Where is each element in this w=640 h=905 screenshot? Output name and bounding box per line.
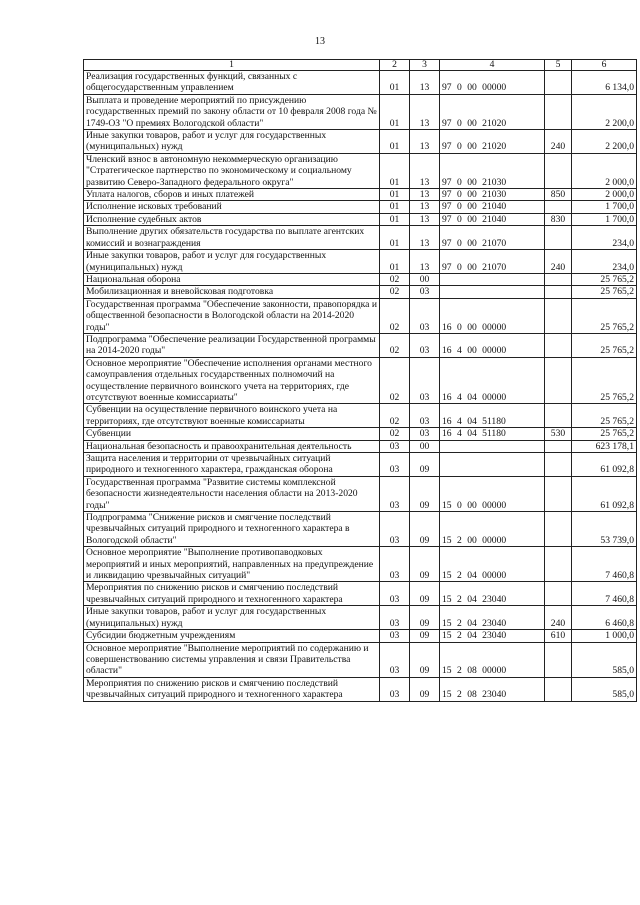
row-section: 01 <box>380 201 410 213</box>
row-expense-type: 830 <box>545 213 572 225</box>
row-expense-type <box>545 357 572 404</box>
row-target-article: 97 0 00 00000 <box>440 71 545 95</box>
row-section: 03 <box>380 453 410 477</box>
row-subsection: 03 <box>410 298 440 333</box>
row-target-article: 15 2 04 23040 <box>440 582 545 606</box>
row-name: Национальная оборона <box>84 273 380 285</box>
row-amount: 623 178,1 <box>572 440 637 452</box>
row-subsection: 13 <box>410 71 440 95</box>
row-amount: 1 000,0 <box>572 630 637 642</box>
row-section: 01 <box>380 213 410 225</box>
row-section: 03 <box>380 476 410 511</box>
row-name: Членский взнос в автономную некоммерческую организацию "Стратегическое партнерство по экономическому и социальному развитию Северо-Западного федерального округа" <box>84 153 380 188</box>
row-name: Подпрограмма "Обеспечение реализации Государственной программы на 2014-2020 годы" <box>84 333 380 357</box>
row-subsection: 03 <box>410 428 440 440</box>
row-target-article: 97 0 00 21040 <box>440 201 545 213</box>
row-section: 02 <box>380 286 410 298</box>
row-target-article: 97 0 00 21070 <box>440 226 545 250</box>
row-section: 03 <box>380 677 410 701</box>
row-section: 01 <box>380 94 410 129</box>
row-subsection: 09 <box>410 582 440 606</box>
row-section: 02 <box>380 333 410 357</box>
row-target-article: 16 4 00 00000 <box>440 333 545 357</box>
table-row <box>84 71 637 95</box>
table-row <box>84 512 637 547</box>
row-expense-type <box>545 582 572 606</box>
row-target-article: 15 0 00 00000 <box>440 476 545 511</box>
row-section: 02 <box>380 404 410 428</box>
row-subsection: 09 <box>410 677 440 701</box>
column-header: 1 <box>84 60 380 71</box>
row-subsection: 09 <box>410 512 440 547</box>
row-expense-type <box>545 547 572 582</box>
row-amount: 7 460,8 <box>572 547 637 582</box>
row-amount: 585,0 <box>572 677 637 701</box>
row-name: Мобилизационная и вневойсковая подготовка <box>84 286 380 298</box>
row-target-article: 97 0 00 21030 <box>440 153 545 188</box>
row-expense-type <box>545 286 572 298</box>
row-amount: 61 092,8 <box>572 476 637 511</box>
table-row <box>84 333 637 357</box>
row-expense-type: 610 <box>545 630 572 642</box>
row-section: 02 <box>380 428 410 440</box>
row-section: 03 <box>380 440 410 452</box>
row-subsection: 13 <box>410 250 440 274</box>
row-name: Основное мероприятие "Выполнение мероприятий по содержанию и совершенствованию системы управления и связи Правительства области" <box>84 642 380 677</box>
row-target-article: 97 0 00 21070 <box>440 250 545 274</box>
row-amount: 25 765,2 <box>572 298 637 333</box>
row-expense-type <box>545 476 572 511</box>
row-target-article <box>440 273 545 285</box>
row-name: Основное мероприятие "Обеспечение исполнения органами местного самоуправления отдельных государственных полномочий на осуществление первичного воинского учета на территориях, где отсутствуют военные комиссариаты" <box>84 357 380 404</box>
table-row <box>84 286 637 298</box>
row-target-article: 16 0 00 00000 <box>440 298 545 333</box>
row-subsection: 13 <box>410 130 440 154</box>
row-amount: 234,0 <box>572 250 637 274</box>
row-target-article: 16 4 04 51180 <box>440 404 545 428</box>
row-name: Защита населения и территории от чрезвычайных ситуаций природного и техногенного характера, гражданская оборона <box>84 453 380 477</box>
row-name: Субвенции <box>84 428 380 440</box>
table-row <box>84 273 637 285</box>
table-row <box>84 642 637 677</box>
column-header: 2 <box>380 60 410 71</box>
row-subsection: 09 <box>410 606 440 630</box>
row-subsection: 13 <box>410 226 440 250</box>
row-subsection: 13 <box>410 94 440 129</box>
table-header-row <box>84 60 637 71</box>
row-name: Исполнение судебных актов <box>84 213 380 225</box>
row-name: Национальная безопасность и правоохранительная деятельность <box>84 440 380 452</box>
row-name: Выплата и проведение мероприятий по присуждению государственных премий по закону области от 10 февраля 2008 года № 1749-ОЗ "О премиях Вологодской области" <box>84 94 380 129</box>
row-subsection: 13 <box>410 201 440 213</box>
row-target-article: 15 2 08 00000 <box>440 642 545 677</box>
row-expense-type <box>545 404 572 428</box>
row-name: Уплата налогов, сборов и иных платежей <box>84 189 380 201</box>
row-amount: 2 200,0 <box>572 130 637 154</box>
row-amount: 7 460,8 <box>572 582 637 606</box>
row-name: Мероприятия по снижению рисков и смягчению последствий чрезвычайных ситуаций природного и техногенного характера <box>84 677 380 701</box>
row-section: 03 <box>380 606 410 630</box>
table-row <box>84 428 637 440</box>
row-expense-type <box>545 226 572 250</box>
row-target-article <box>440 286 545 298</box>
row-target-article: 15 2 04 23040 <box>440 630 545 642</box>
table-row <box>84 153 637 188</box>
row-amount: 25 765,2 <box>572 428 637 440</box>
row-target-article: 15 2 04 00000 <box>440 547 545 582</box>
column-header: 3 <box>410 60 440 71</box>
row-expense-type <box>545 71 572 95</box>
row-section: 03 <box>380 630 410 642</box>
row-target-article: 97 0 00 21040 <box>440 213 545 225</box>
row-name: Исполнение исковых требований <box>84 201 380 213</box>
row-expense-type <box>545 298 572 333</box>
row-section: 01 <box>380 71 410 95</box>
row-target-article: 97 0 00 21030 <box>440 189 545 201</box>
row-expense-type <box>545 333 572 357</box>
row-amount: 2 000,0 <box>572 153 637 188</box>
column-header: 4 <box>440 60 545 71</box>
row-amount: 585,0 <box>572 642 637 677</box>
row-amount: 25 765,2 <box>572 333 637 357</box>
row-name: Государственная программа "Обеспечение законности, правопорядка и общественной безопасности в Вологодской области на 2014-2020 годы" <box>84 298 380 333</box>
row-subsection: 03 <box>410 286 440 298</box>
row-target-article: 97 0 00 21020 <box>440 94 545 129</box>
table-row <box>84 213 637 225</box>
table-row <box>84 357 637 404</box>
page-number: 13 <box>315 36 325 47</box>
column-header: 5 <box>545 60 572 71</box>
row-section: 01 <box>380 153 410 188</box>
row-target-article: 16 4 04 51180 <box>440 428 545 440</box>
row-subsection: 00 <box>410 440 440 452</box>
row-section: 01 <box>380 250 410 274</box>
table-row <box>84 130 637 154</box>
row-target-article: 15 2 00 00000 <box>440 512 545 547</box>
row-expense-type <box>545 201 572 213</box>
row-name: Реализация государственных функций, связанных с общегосударственным управлением <box>84 71 380 95</box>
table-row <box>84 606 637 630</box>
row-subsection: 09 <box>410 642 440 677</box>
row-section: 03 <box>380 547 410 582</box>
row-target-article <box>440 453 545 477</box>
table-row <box>84 677 637 701</box>
row-subsection: 13 <box>410 213 440 225</box>
table-row <box>84 298 637 333</box>
row-amount: 1 700,0 <box>572 213 637 225</box>
row-name: Иные закупки товаров, работ и услуг для государственных (муниципальных) нужд <box>84 130 380 154</box>
row-section: 02 <box>380 273 410 285</box>
row-subsection: 09 <box>410 453 440 477</box>
row-expense-type <box>545 453 572 477</box>
row-subsection: 03 <box>410 333 440 357</box>
row-name: Субсидии бюджетным учреждениям <box>84 630 380 642</box>
row-target-article <box>440 440 545 452</box>
row-section: 01 <box>380 226 410 250</box>
row-amount: 6 134,0 <box>572 71 637 95</box>
table-row <box>84 404 637 428</box>
row-name: Мероприятия по снижению рисков и смягчению последствий чрезвычайных ситуаций природного и техногенного характера <box>84 582 380 606</box>
row-name: Выполнение других обязательств государства по выплате агентских комиссий и вознаграждения <box>84 226 380 250</box>
row-expense-type: 850 <box>545 189 572 201</box>
row-expense-type: 240 <box>545 130 572 154</box>
row-amount: 1 700,0 <box>572 201 637 213</box>
row-expense-type <box>545 94 572 129</box>
table-row <box>84 250 637 274</box>
table-row <box>84 476 637 511</box>
row-amount: 53 739,0 <box>572 512 637 547</box>
row-name: Иные закупки товаров, работ и услуг для государственных (муниципальных) нужд <box>84 606 380 630</box>
row-section: 02 <box>380 298 410 333</box>
row-amount: 2 000,0 <box>572 189 637 201</box>
row-name: Основное мероприятие "Выполнение противопаводковых мероприятий и иных мероприятий, направленных на предупреждение и ликвидацию чрезвычайных ситуаций" <box>84 547 380 582</box>
row-amount: 234,0 <box>572 226 637 250</box>
table-row <box>84 226 637 250</box>
row-expense-type <box>545 440 572 452</box>
row-amount: 2 200,0 <box>572 94 637 129</box>
row-subsection: 03 <box>410 357 440 404</box>
row-expense-type <box>545 512 572 547</box>
row-amount: 25 765,2 <box>572 404 637 428</box>
table-row <box>84 453 637 477</box>
row-expense-type <box>545 153 572 188</box>
row-target-article: 15 2 04 23040 <box>440 606 545 630</box>
row-amount: 25 765,2 <box>572 357 637 404</box>
table-row <box>84 94 637 129</box>
table-row <box>84 630 637 642</box>
row-subsection: 09 <box>410 547 440 582</box>
row-amount: 61 092,8 <box>572 453 637 477</box>
row-section: 03 <box>380 512 410 547</box>
column-header: 6 <box>572 60 637 71</box>
row-expense-type: 240 <box>545 250 572 274</box>
row-section: 02 <box>380 357 410 404</box>
row-name: Подпрограмма "Снижение рисков и смягчение последствий чрезвычайных ситуаций природного и техногенного характера в Вологодской области" <box>84 512 380 547</box>
row-target-article: 15 2 08 23040 <box>440 677 545 701</box>
row-target-article: 97 0 00 21020 <box>440 130 545 154</box>
row-expense-type: 240 <box>545 606 572 630</box>
row-expense-type <box>545 273 572 285</box>
row-expense-type <box>545 677 572 701</box>
row-expense-type <box>545 642 572 677</box>
row-name: Субвенции на осуществление первичного воинского учета на территориях, где отсутствуют военные комиссариаты <box>84 404 380 428</box>
table-row <box>84 547 637 582</box>
row-subsection: 09 <box>410 630 440 642</box>
row-expense-type: 530 <box>545 428 572 440</box>
row-name: Государственная программа "Развитие системы комплексной безопасности жизнедеятельности населения области на 2013-2020 годы" <box>84 476 380 511</box>
row-section: 03 <box>380 582 410 606</box>
row-section: 03 <box>380 642 410 677</box>
row-subsection: 13 <box>410 189 440 201</box>
row-section: 01 <box>380 130 410 154</box>
table-row <box>84 582 637 606</box>
table-row <box>84 440 637 452</box>
row-section: 01 <box>380 189 410 201</box>
row-amount: 25 765,2 <box>572 286 637 298</box>
table-row <box>84 189 637 201</box>
row-amount: 6 460,8 <box>572 606 637 630</box>
row-subsection: 00 <box>410 273 440 285</box>
row-subsection: 03 <box>410 404 440 428</box>
row-amount: 25 765,2 <box>572 273 637 285</box>
row-subsection: 09 <box>410 476 440 511</box>
row-name: Иные закупки товаров, работ и услуг для государственных (муниципальных) нужд <box>84 250 380 274</box>
row-subsection: 13 <box>410 153 440 188</box>
row-target-article: 16 4 04 00000 <box>440 357 545 404</box>
budget-table <box>83 59 637 702</box>
table-row <box>84 201 637 213</box>
